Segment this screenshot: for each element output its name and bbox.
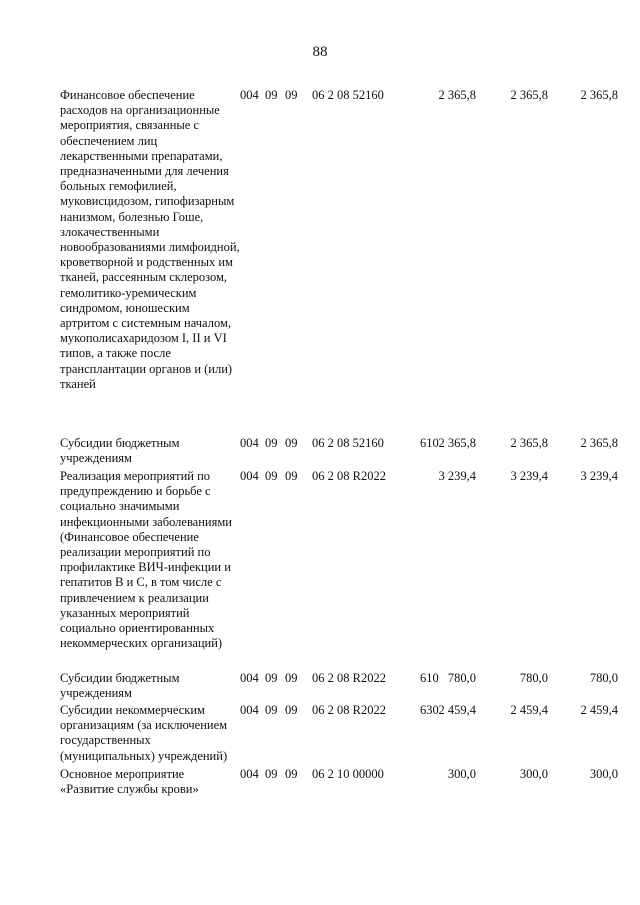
row-codes: [240, 703, 439, 718]
row-codes: [240, 88, 420, 103]
value-year-3: 780,0: [589, 671, 618, 685]
ved-code: 004: [240, 88, 259, 102]
value-year-2: 2 365,8: [510, 436, 548, 450]
value-year-2: 2 365,8: [510, 88, 548, 102]
row-name: Субсидии бюджетным учреждениям: [60, 436, 180, 466]
ved-code: 004: [240, 703, 259, 717]
rz-code: 09: [265, 703, 278, 717]
csr-code: 06 2 08 52160: [312, 436, 384, 450]
rz-code: 09: [265, 436, 278, 450]
page-number: 88: [312, 44, 328, 60]
value-year-2: 780,0: [519, 671, 548, 685]
value-year-1: 2 365,8: [438, 88, 476, 102]
csr-code: 06 2 08 R2022: [312, 703, 386, 717]
vr-code: 610: [420, 671, 439, 685]
value-year-3: 2 365,8: [580, 436, 618, 450]
row-codes: [240, 671, 439, 686]
row-name: Субсидии некоммерческим организациям (за исключением государственных (муниципальных) учреждений): [60, 703, 228, 763]
value-year-2: 300,0: [519, 767, 548, 781]
row-codes: [240, 469, 420, 484]
row-codes: [240, 436, 439, 451]
ved-code: 004: [240, 767, 259, 781]
value-year-3: 3 239,4: [580, 469, 618, 483]
rz-code: 09: [265, 767, 278, 781]
csr-code: 06 2 08 52160: [312, 88, 384, 102]
row-name: Субсидии бюджетным учреждениям: [60, 671, 180, 701]
csr-code: 06 2 08 R2022: [312, 469, 386, 483]
row-name: Основное мероприятие «Развитие службы крови»: [60, 767, 199, 797]
value-year-3: 2 365,8: [580, 88, 618, 102]
vr-code: 630: [420, 703, 439, 717]
vr-code: 610: [420, 436, 439, 450]
rz-code: 09: [265, 88, 278, 102]
value-year-3: 2 459,4: [580, 703, 618, 717]
ved-code: 004: [240, 671, 259, 685]
pr-code: 09: [285, 703, 298, 717]
pr-code: 09: [285, 767, 298, 781]
ved-code: 004: [240, 436, 259, 450]
row-name: Реализация мероприятий по предупреждению и борьбе с социально значимыми инфекционными заболеваниями (Финансовое обеспечение реализации мероприятий по профилактике ВИЧ-инфекции и гепатитов B и C, в том числе с привлечением к реализации указанных мероприятий социально ориентированных некоммерческих организаций): [60, 469, 232, 651]
value-year-1: 2 459,4: [438, 703, 476, 717]
pr-code: 09: [285, 469, 298, 483]
value-year-1: 300,0: [447, 767, 476, 781]
rz-code: 09: [265, 469, 278, 483]
pr-code: 09: [285, 671, 298, 685]
value-year-3: 300,0: [589, 767, 618, 781]
csr-code: 06 2 10 00000: [312, 767, 384, 781]
value-year-1: 3 239,4: [438, 469, 476, 483]
pr-code: 09: [285, 436, 298, 450]
value-year-2: 3 239,4: [510, 469, 548, 483]
csr-code: 06 2 08 R2022: [312, 671, 386, 685]
value-year-1: 2 365,8: [438, 436, 476, 450]
ved-code: 004: [240, 469, 259, 483]
value-year-2: 2 459,4: [510, 703, 548, 717]
row-name: Финансовое обеспечение расходов на организационные мероприятия, связанные с обеспечением лиц лекарственными препаратами, предназначенными для лечения больных гемофилией, муковисцидозом, гипофизарным нанизмом, болезнью Гоше, злокачественными новообразованиями лимфоидной, кроветворной и родственных им тканей, рассеянным склерозом, гемолитико-уремическим синдромом, юношеским артритом с системным началом, мукополисахаридозом I, II и VI типов, а также после трансплантации органов и (или) тканей: [60, 88, 240, 391]
row-codes: [240, 767, 420, 782]
pr-code: 09: [285, 88, 298, 102]
value-year-1: 780,0: [447, 671, 476, 685]
rz-code: 09: [265, 671, 278, 685]
